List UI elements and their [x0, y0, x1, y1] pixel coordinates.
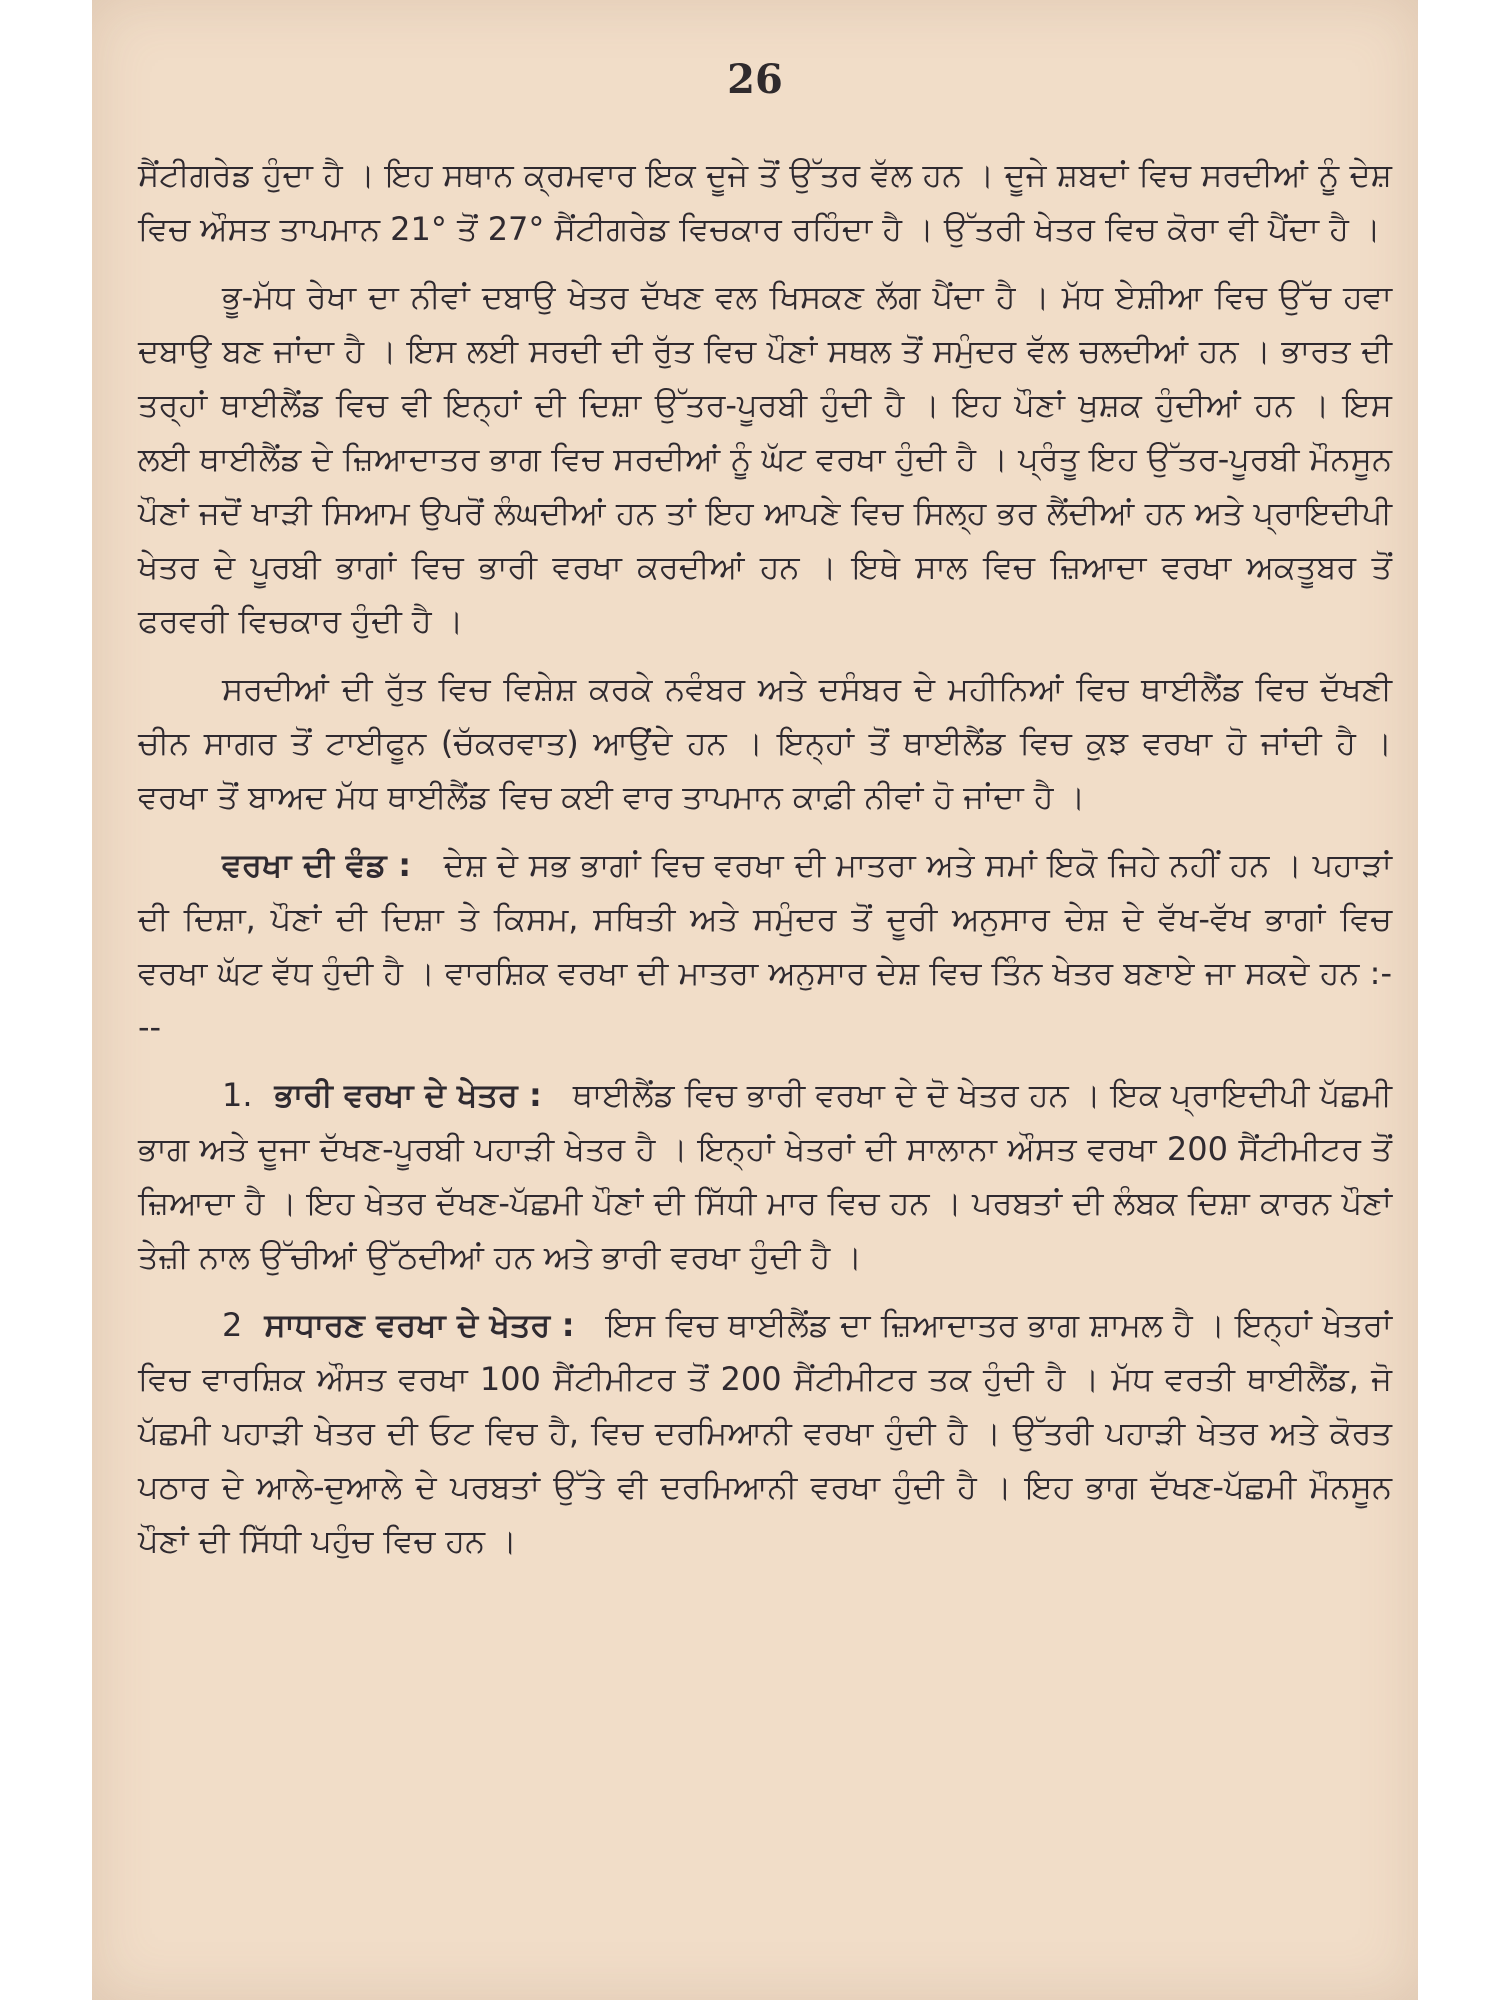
section-heading-rainfall-distribution: ਵਰਖਾ ਦੀ ਵੰਡ :	[222, 846, 412, 884]
list-item-number: 2	[222, 1306, 243, 1344]
list-item-heavy-rainfall	[138, 1068, 1392, 1284]
page-number: 26	[727, 56, 783, 103]
page-body	[138, 148, 1392, 1582]
list-item-number: 1.	[222, 1076, 253, 1114]
paragraph-rainfall-distribution	[138, 838, 1392, 1054]
list-item-moderate-rainfall	[138, 1298, 1392, 1568]
list-item-body: ਇਸ ਵਿਚ ਥਾਈਲੈਂਡ ਦਾ ਜ਼ਿਆਦਾਤਰ ਭਾਗ ਸ਼ਾਮਲ ਹੈ । ਇਨ੍ਹਾਂ ਖੇਤਰਾਂ ਵਿਚ ਵਾਰਸ਼ਿਕ ਔਸਤ ਵਰਖਾ 100 ਸੈਂਟੀਮੀਟਰ ਤੋਂ 200 ਸੈਂਟੀਮੀਟਰ ਤਕ ਹੁੰਦੀ ਹੈ । ਮੱਧ ਵਰਤੀ ਥਾਈਲੈਂਡ, ਜੋ ਪੱਛਮੀ ਪਹਾੜੀ ਖੇਤਰ ਦੀ ਓਟ ਵਿਚ ਹੈ, ਵਿਚ ਦਰਮਿਆਨੀ ਵਰਖਾ ਹੁੰਦੀ ਹੈ । ਉੱਤਰੀ ਪਹਾੜੀ ਖੇਤਰ ਅਤੇ ਕੋਰਤ ਪਠਾਰ ਦੇ ਆਲੇ-ਦੁਆਲੇ ਦੇ ਪਰਬਤਾਂ ਉੱਤੇ ਵੀ ਦਰਮਿਆਨੀ ਵਰਖਾ ਹੁੰਦੀ ਹੈ । ਇਹ ਭਾਗ ਦੱਖਣ-ਪੱਛਮੀ ਮੌਨਸੂਨ ਪੌਣਾਂ ਦੀ ਸਿੱਧੀ ਪਹੁੰਚ ਵਿਚ ਹਨ ।	[138, 1306, 1393, 1560]
section-body-rainfall-distribution: ਦੇਸ਼ ਦੇ ਸਭ ਭਾਗਾਂ ਵਿਚ ਵਰਖਾ ਦੀ ਮਾਤਰਾ ਅਤੇ ਸਮਾਂ ਇਕੋ ਜਿਹੇ ਨਹੀਂ ਹਨ । ਪਹਾੜਾਂ ਦੀ ਦਿਸ਼ਾ, ਪੌਣਾਂ ਦੀ ਦਿਸ਼ਾ ਤੇ ਕਿਸਮ, ਸਥਿਤੀ ਅਤੇ ਸਮੁੰਦਰ ਤੋਂ ਦੂਰੀ ਅਨੁਸਾਰ ਦੇਸ਼ ਦੇ ਵੱਖ-ਵੱਖ ਭਾਗਾਂ ਵਿਚ ਵਰਖਾ ਘੱਟ ਵੱਧ ਹੁੰਦੀ ਹੈ । ਵਾਰਸ਼ਿਕ ਵਰਖਾ ਦੀ ਮਾਤਰਾ ਅਨੁਸਾਰ ਦੇਸ਼ ਵਿਚ ਤਿੰਨ ਖੇਤਰ ਬਣਾਏ ਜਾ ਸਕਦੇ ਹਨ :---	[138, 846, 1392, 1046]
list-item-heading: ਸਾਧਾਰਣ ਵਰਖਾ ਦੇ ਖੇਤਰ :	[264, 1306, 575, 1344]
book-page	[92, 0, 1418, 2000]
paragraph-typhoons: ਸਰਦੀਆਂ ਦੀ ਰੁੱਤ ਵਿਚ ਵਿਸ਼ੇਸ਼ ਕਰਕੇ ਨਵੰਬਰ ਅਤੇ ਦਸੰਬਰ ਦੇ ਮਹੀਨਿਆਂ ਵਿਚ ਥਾਈਲੈਂਡ ਵਿਚ ਦੱਖਣੀ ਚੀਨ ਸਾਗਰ ਤੋਂ ਟਾਈਫੂਨ (ਚੱਕਰਵਾਤ) ਆਉਂਦੇ ਹਨ । ਇਨ੍ਹਾਂ ਤੋਂ ਥਾਈਲੈਂਡ ਵਿਚ ਕੁਝ ਵਰਖਾ ਹੋ ਜਾਂਦੀ ਹੈ । ਵਰਖਾ ਤੋਂ ਬਾਅਦ ਮੱਧ ਥਾਈਲੈਂਡ ਵਿਚ ਕਈ ਵਾਰ ਤਾਪਮਾਨ ਕਾਫ਼ੀ ਨੀਵਾਂ ਹੋ ਜਾਂਦਾ ਹੈ ।	[138, 670, 1392, 816]
paragraph-continuation: ਸੈਂਟੀਗਰੇਡ ਹੁੰਦਾ ਹੈ । ਇਹ ਸਥਾਨ ਕ੍ਰਮਵਾਰ ਇਕ ਦੂਜੇ ਤੋਂ ਉੱਤਰ ਵੱਲ ਹਨ । ਦੂਜੇ ਸ਼ਬਦਾਂ ਵਿਚ ਸਰਦੀਆਂ ਨੂੰ ਦੇਸ਼ ਵਿਚ ਔਸਤ ਤਾਪਮਾਨ 21° ਤੋਂ 27° ਸੈਂਟੀਗਰੇਡ ਵਿਚਕਾਰ ਰਹਿੰਦਾ ਹੈ । ਉੱਤਰੀ ਖੇਤਰ ਵਿਚ ਕੋਰਾ ਵੀ ਪੈਂਦਾ ਹੈ ।	[138, 156, 1392, 248]
list-item-heading: ਭਾਰੀ ਵਰਖਾ ਦੇ ਖੇਤਰ :	[274, 1076, 542, 1114]
list-item-body: ਥਾਈਲੈਂਡ ਵਿਚ ਭਾਰੀ ਵਰਖਾ ਦੇ ਦੋ ਖੇਤਰ ਹਨ । ਇਕ ਪ੍ਰਾਇਦੀਪੀ ਪੱਛਮੀ ਭਾਗ ਅਤੇ ਦੂਜਾ ਦੱਖਣ-ਪੂਰਬੀ ਪਹਾੜੀ ਖੇਤਰ ਹੈ । ਇਨ੍ਹਾਂ ਖੇਤਰਾਂ ਦੀ ਸਾਲਾਨਾ ਔਸਤ ਵਰਖਾ 200 ਸੈਂਟੀਮੀਟਰ ਤੋਂ ਜ਼ਿਆਦਾ ਹੈ । ਇਹ ਖੇਤਰ ਦੱਖਣ-ਪੱਛਮੀ ਪੌਣਾਂ ਦੀ ਸਿੱਧੀ ਮਾਰ ਵਿਚ ਹਨ । ਪਰਬਤਾਂ ਦੀ ਲੰਬਕ ਦਿਸ਼ਾ ਕਾਰਨ ਪੌਣਾਂ ਤੇਜ਼ੀ ਨਾਲ ਉੱਚੀਆਂ ਉੱਠਦੀਆਂ ਹਨ ਅਤੇ ਭਾਰੀ ਵਰਖਾ ਹੁੰਦੀ ਹੈ ।	[138, 1076, 1392, 1276]
paragraph-equator-pressure: ਭੂ-ਮੱਧ ਰੇਖਾ ਦਾ ਨੀਵਾਂ ਦਬਾਉ ਖੇਤਰ ਦੱਖਣ ਵਲ ਖਿਸਕਣ ਲੱਗ ਪੈਂਦਾ ਹੈ । ਮੱਧ ਏਸ਼ੀਆ ਵਿਚ ਉੱਚ ਹਵਾ ਦਬਾਉ ਬਣ ਜਾਂਦਾ ਹੈ । ਇਸ ਲਈ ਸਰਦੀ ਦੀ ਰੁੱਤ ਵਿਚ ਪੌਣਾਂ ਸਥਲ ਤੋਂ ਸਮੁੰਦਰ ਵੱਲ ਚਲਦੀਆਂ ਹਨ । ਭਾਰਤ ਦੀ ਤਰ੍ਹਾਂ ਥਾਈਲੈਂਡ ਵਿਚ ਵੀ ਇਨ੍ਹਾਂ ਦੀ ਦਿਸ਼ਾ ਉੱਤਰ-ਪੂਰਬੀ ਹੁੰਦੀ ਹੈ । ਇਹ ਪੌਣਾਂ ਖੁਸ਼ਕ ਹੁੰਦੀਆਂ ਹਨ । ਇਸ ਲਈ ਥਾਈਲੈਂਡ ਦੇ ਜ਼ਿਆਦਾਤਰ ਭਾਗ ਵਿਚ ਸਰਦੀਆਂ ਨੂੰ ਘੱਟ ਵਰਖਾ ਹੁੰਦੀ ਹੈ । ਪ੍ਰੰਤੂ ਇਹ ਉੱਤਰ-ਪੂਰਬੀ ਮੌਨਸੂਨ ਪੌਣਾਂ ਜਦੋਂ ਖਾੜੀ ਸਿਆਮ ਉਪਰੋਂ ਲੰਘਦੀਆਂ ਹਨ ਤਾਂ ਇਹ ਆਪਣੇ ਵਿਚ ਸਿਲ੍ਹ ਭਰ ਲੈਂਦੀਆਂ ਹਨ ਅਤੇ ਪ੍ਰਾਇਦੀਪੀ ਖੇਤਰ ਦੇ ਪੂਰਬੀ ਭਾਗਾਂ ਵਿਚ ਭਾਰੀ ਵਰਖਾ ਕਰਦੀਆਂ ਹਨ । ਇਥੇ ਸਾਲ ਵਿਚ ਜ਼ਿਆਦਾ ਵਰਖਾ ਅਕਤੂਬਰ ਤੋਂ ਫਰਵਰੀ ਵਿਚਕਾਰ ਹੁੰਦੀ ਹੈ ।	[138, 278, 1392, 640]
